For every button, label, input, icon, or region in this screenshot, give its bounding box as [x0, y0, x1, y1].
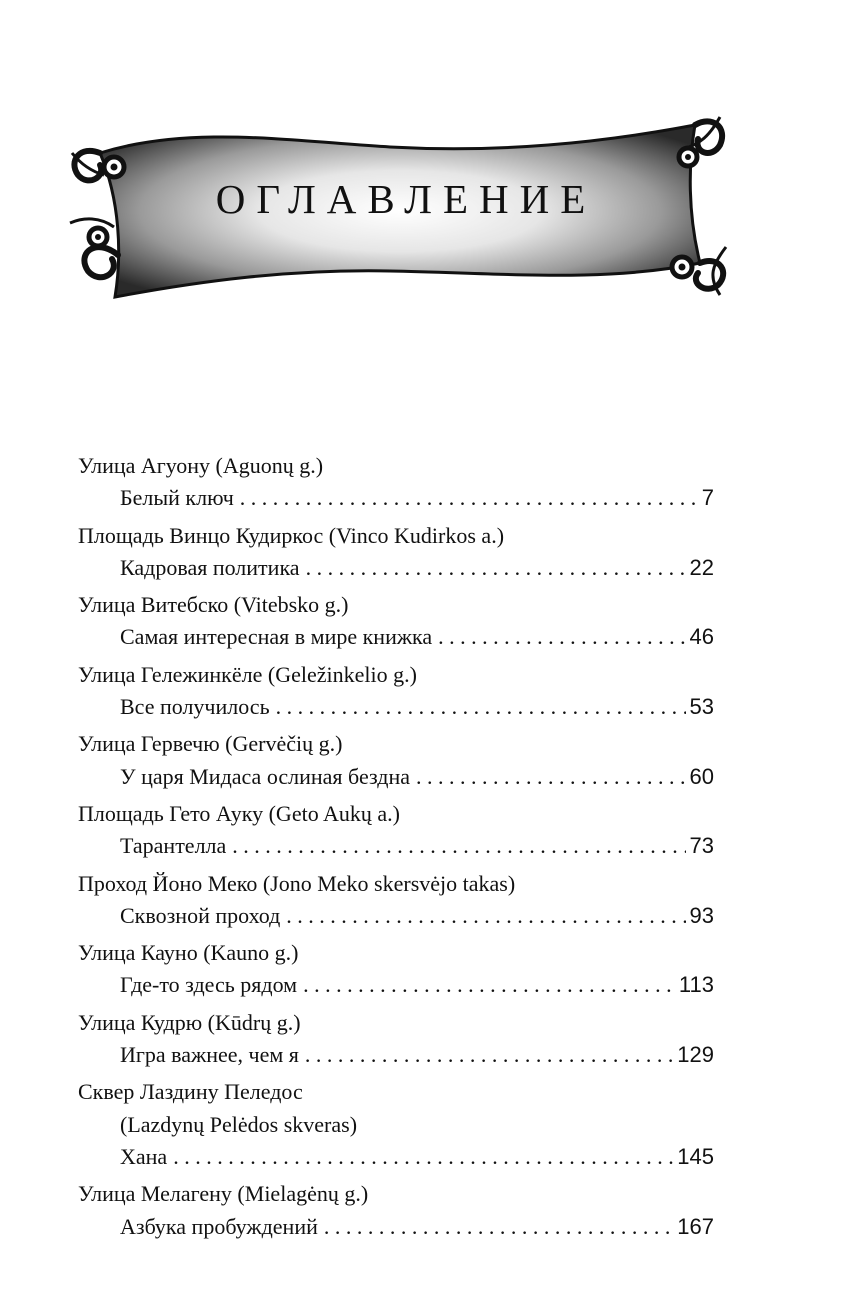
- story-title: Белый ключ: [120, 485, 234, 511]
- page-number: 129: [677, 1042, 714, 1068]
- story-title: Кадровая политика: [120, 554, 300, 580]
- toc-row: [78, 830, 714, 862]
- title-banner: [60, 105, 730, 305]
- dot-leader: [276, 691, 686, 723]
- page-number: 60: [689, 763, 714, 789]
- toc-row: [78, 691, 714, 723]
- page-number: 93: [689, 902, 714, 928]
- dot-leader: [286, 900, 685, 932]
- page-number: 113: [678, 972, 714, 998]
- dot-leader: [303, 969, 675, 1001]
- story-title: Все получилось: [120, 694, 270, 720]
- story-title: Хана: [120, 1143, 168, 1169]
- page-number: 7: [701, 485, 714, 511]
- page-number: 73: [689, 833, 714, 859]
- street-heading: Проход Йоно Меко (Jono Meko skersvėjo takas): [78, 870, 516, 896]
- street-heading: Улица Кудрю (Kūdrų g.): [78, 1009, 301, 1035]
- story-title: Самая интересная в мире книжка: [120, 624, 433, 650]
- street-heading: Улица Мелагену (Mielagėnų g.): [78, 1181, 369, 1207]
- page-title: ОГЛАВЛЕНИЕ: [215, 176, 597, 222]
- toc-entry: [78, 728, 714, 793]
- toc-row: [78, 900, 714, 932]
- toc-row: [78, 1039, 714, 1071]
- toc-row: [78, 1141, 714, 1173]
- table-of-contents: [78, 450, 714, 1248]
- toc-row: [78, 621, 714, 653]
- page-number: 46: [689, 624, 714, 650]
- toc-row: [78, 969, 714, 1001]
- dot-leader: [232, 830, 685, 862]
- toc-row: [78, 1211, 714, 1243]
- story-title: Сквозной проход: [120, 902, 281, 928]
- toc-entry: [78, 937, 714, 1002]
- toc-entry: [78, 450, 714, 515]
- toc-row: [78, 552, 714, 584]
- page-number: 22: [689, 554, 714, 580]
- dot-leader: [240, 482, 698, 514]
- story-title: У царя Мидаса ослиная бездна: [120, 763, 411, 789]
- page-number: 167: [677, 1213, 714, 1239]
- dot-leader: [438, 621, 685, 653]
- story-title: Азбука пробуждений: [120, 1213, 318, 1239]
- street-heading: Улица Агуону (Aguonų g.): [78, 453, 324, 478]
- street-heading: Улица Кауно (Kauno g.): [78, 940, 299, 966]
- toc-entry: [78, 589, 714, 654]
- street-heading: Улица Гервечю (Gervėčių g.): [78, 731, 343, 757]
- page-number: 145: [677, 1143, 714, 1169]
- toc-row: [78, 482, 714, 514]
- toc-entry: [78, 520, 714, 585]
- toc-entry: [78, 798, 714, 863]
- dot-leader: [324, 1211, 673, 1243]
- toc-entry: [78, 1007, 714, 1072]
- toc-entry: [78, 659, 714, 724]
- street-heading: Площадь Гето Ауку (Geto Aukų a.): [78, 800, 400, 826]
- story-title: Где-то здесь рядом: [120, 972, 298, 998]
- story-title: Игра важнее, чем я: [120, 1042, 299, 1068]
- page-number: 53: [689, 694, 714, 720]
- toc-row: [78, 761, 714, 793]
- dot-leader: [305, 1039, 673, 1071]
- dot-leader: [416, 761, 686, 793]
- dot-leader: [173, 1141, 673, 1173]
- street-heading: Улица Витебско (Vitebsko g.): [78, 592, 349, 618]
- street-heading: Сквер Лаздину Пеледос: [78, 1079, 303, 1105]
- toc-entry: [78, 1178, 714, 1243]
- toc-entry: [78, 1076, 714, 1173]
- street-heading-continuation: (Lazdynų Pelėdos skveras): [120, 1111, 358, 1137]
- dot-leader: [306, 552, 686, 584]
- toc-entry: [78, 868, 714, 933]
- street-heading: Улица Гележинкёле (Geležinkelio g.): [78, 661, 417, 687]
- street-heading: Площадь Винцо Кудиркос (Vinco Kudirkos a.): [78, 522, 505, 548]
- story-title: Тарантелла: [120, 833, 227, 859]
